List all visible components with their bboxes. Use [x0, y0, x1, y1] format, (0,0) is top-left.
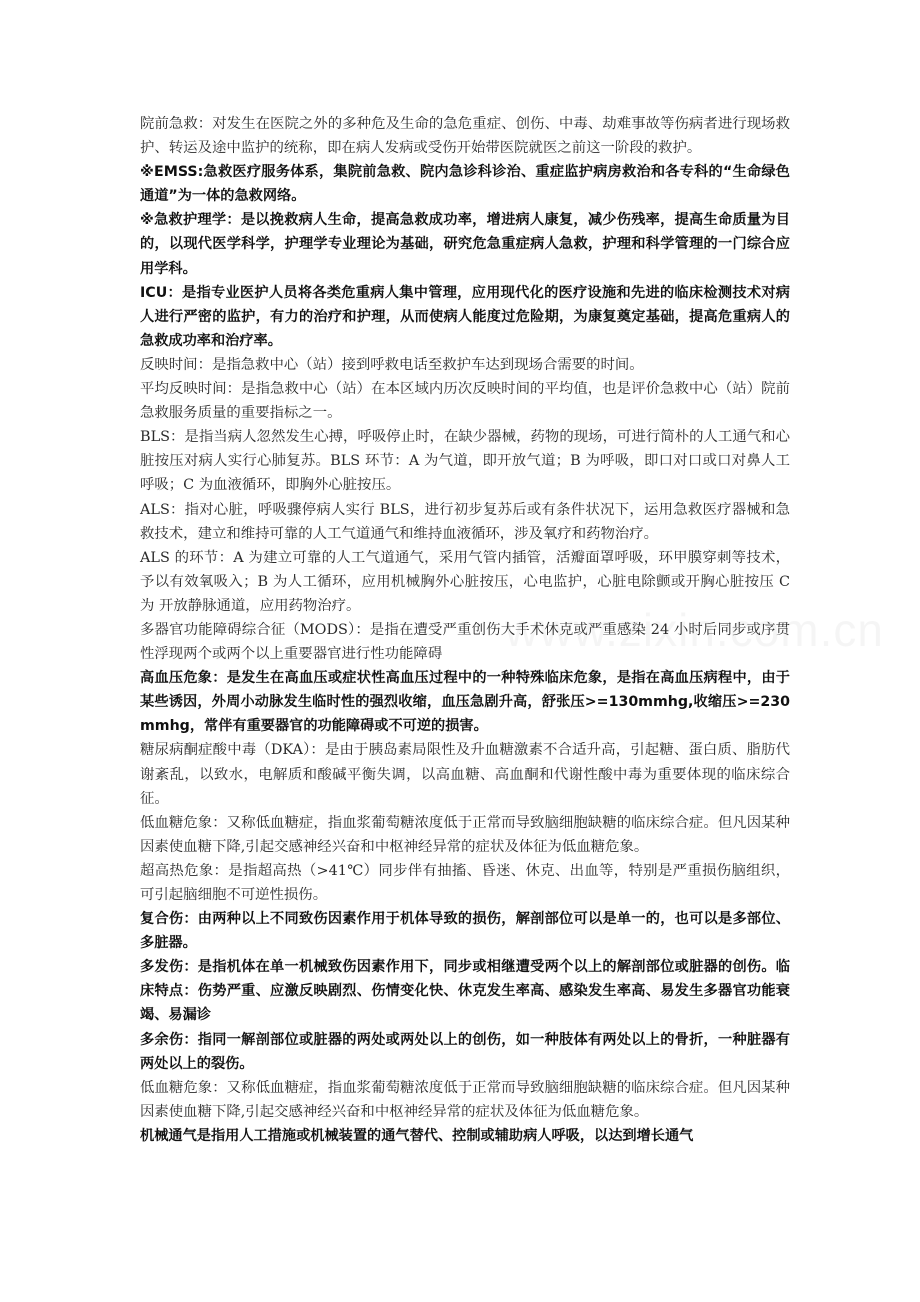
paragraph-als: ALS：指对心脏，呼吸骤停病人实行 BLS，进行初步复苏后或有条件状况下，运用急救医疗器械和急救技术，建立和维持可靠的人工气道通气和维持血液循环，涉及氧疗和药物治疗。 [140, 501, 790, 542]
paragraph-emergency-nursing: ※急救护理学：是以挽救病人生命，提高急救成功率，增进病人康复，减少伤残率，提高生命质量为目的，以现代医学科学，护理学专业理论为基础，研究危急重症病人急救，护理和科学管理的一门综合应用学科。 [140, 212, 790, 277]
paragraph-combined-injury: 复合伤：由两种以上不同致伤因素作用于机体导致的损伤，解剖部位可以是单一的，也可以是多部位、多脏器。 [140, 911, 790, 952]
paragraph-mods: 多器官功能障碍综合征（MODS）：是指在遭受严重创伤大手术休克或严重感染 24 小时后同步或序贯性浮现两个或两个以上重要器官进行性功能障碍 [140, 621, 790, 663]
paragraph-multiple-trauma: 多发伤：是指机体在单一机械致伤因素作用下，同步或相继遭受两个以上的解剖部位或脏器的创伤。临床特点：伤势严重、应激反映剧烈、伤情变化快、休克发生率高、感染发生率高、易发生多器官功能衰竭、易漏诊 [140, 959, 790, 1024]
paragraph-bls: BLS：是指当病人忽然发生心搏，呼吸停止时，在缺少器械，药物的现场，可进行简朴的人工通气和心脏按压对病人实行心肺复苏。BLS 环节：A 为气道，即开放气道；B 为呼吸，即口对口或口对鼻人工呼吸；C 为血液循环，即胸外心脏按压。 [140, 429, 790, 494]
paragraph-multiple-injury: 多余伤：指同一解剖部位或脏器的两处或两处以上的创伤，如一种肢体有两处以上的骨折，一种脏器有两处以上的裂伤。 [140, 1031, 790, 1072]
document-body [140, 112, 790, 1148]
paragraph-icu: ICU：是指专业医护人员将各类危重病人集中管理，应用现代化的医疗设施和先进的临床检测技术对病人进行严密的监护，有力的治疗和护理，从而使病人能度过危险期，为康复奠定基础，提高危重病人的急救成功率和治疗率。 [140, 284, 790, 349]
paragraph-emss: ※EMSS:急救医疗服务体系，集院前急救、院内急诊科诊治、重症监护病房救治和各专科的“生命绿色通道”为一体的急救网络。 [140, 164, 790, 205]
paragraph-hypoglycemia-crisis: 低血糖危象：又称低血糖症，指血浆葡萄糖浓度低于正常而导致脑细胞缺糖的临床综合症。但凡因某种因素使血糖下降,引起交感神经兴奋和中枢神经异常的症状及体征为低血糖危象。 [140, 814, 790, 855]
paragraph-hyperthermia-crisis: 超高热危象：是指超高热（>41℃）同步伴有抽搐、昏迷、休克、出血等，特别是严重损伤脑组织，可引起脑细胞不可逆性损伤。 [140, 862, 790, 903]
paragraph-prehospital-emergency: 院前急救：对发生在医院之外的多种危及生命的急危重症、创伤、中毒、劫难事故等伤病者进行现场救护、转运及途中监护的统称，即在病人发病或受伤开始带医院就医之前这一阶段的救护。 [140, 116, 790, 157]
paragraph-response-time: 反映时间：是指急救中心（站）接到呼救电话至救护车达到现场合需要的时间。 [140, 356, 644, 373]
paragraph-average-response-time: 平均反映时间：是指急救中心（站）在本区域内历次反映时间的平均值，也是评价急救中心（站）院前急救服务质量的重要指标之一。 [140, 381, 790, 422]
paragraph-mechanical-ventilation: 机械通气是指用人工措施或机械装置的通气替代、控制或辅助病人呼吸，以达到增长通气 [140, 1127, 694, 1144]
paragraph-dka: 糖尿病酮症酸中毒（DKA）：是由于胰岛素局限性及升血糖激素不合适升高，引起糖、蛋白质、脂肪代谢紊乱，以致水，电解质和酸碱平衡失调，以高血糖、高血酮和代谢性酸中毒为重要体现的临床综合征。 [140, 742, 790, 807]
paragraph-als-steps: ALS 的环节：A 为建立可靠的人工气道通气，采用气管内插管，活瓣面罩呼吸，环甲膜穿刺等技术，予以有效氧吸入；B 为人工循环，应用机械胸外心脏按压，心电监护，心脏电除颤或开胸心脏按压 C 为 开放静脉通道，应用药物治疗。 [140, 549, 790, 614]
paragraph-hypoglycemia-crisis-repeat: 低血糖危象：又称低血糖症，指血浆葡萄糖浓度低于正常而导致脑细胞缺糖的临床综合症。但凡因某种因素使血糖下降,引起交感神经兴奋和中枢神经异常的症状及体征为低血糖危象。 [140, 1079, 790, 1120]
paragraph-hypertensive-crisis: 高血压危象：是发生在高血压或症状性高血压过程中的一种特殊临床危象，是指在高血压病程中，由于某些诱因，外周小动脉发生临时性的强烈收缩，血压急剧升高，舒张压>=130mmhg,收缩压>=230mmhg，常伴有重要器官的功能障碍或不可逆的损害。 [140, 670, 790, 735]
